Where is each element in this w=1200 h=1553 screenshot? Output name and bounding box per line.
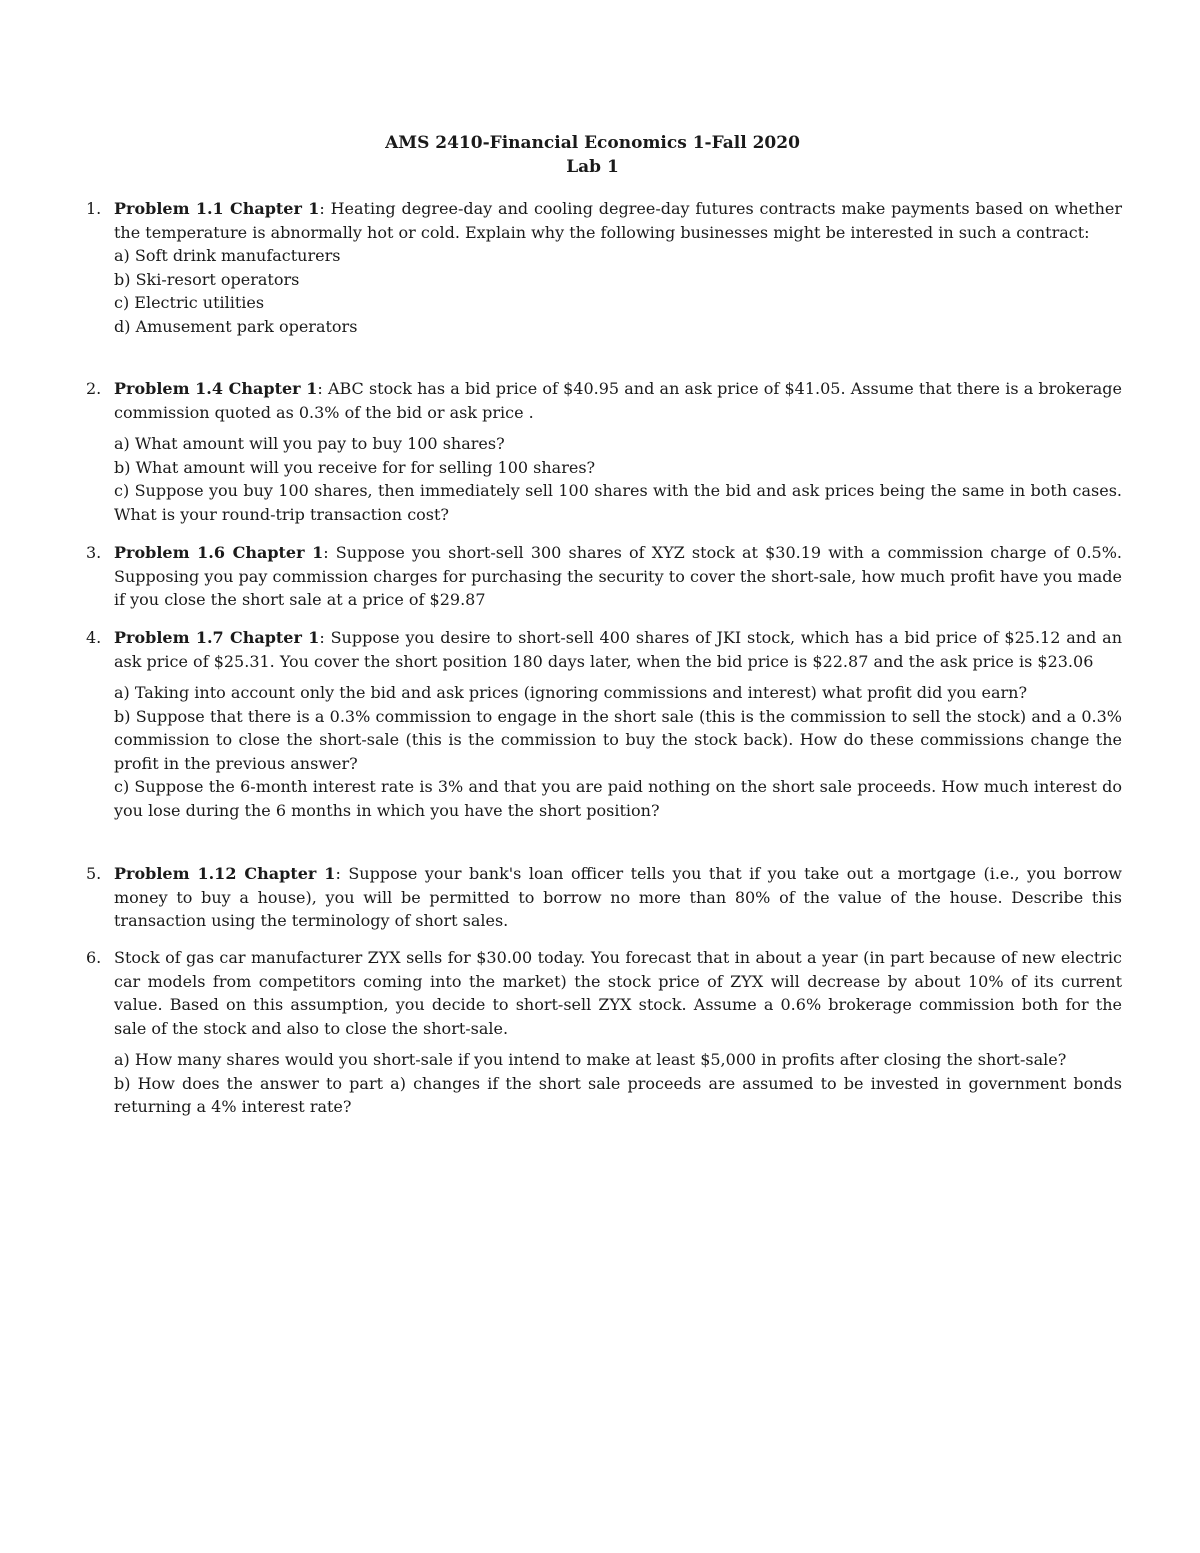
- problem-statement: [114, 541, 1122, 612]
- problem-text: : Suppose you desire to short-sell 400 shares of JKI stock, which has a bid price of $25.12 and an ask price of $25.31. You cover the short position 180 days later, when the bid price is $22.87 and the ask price is $23.06: [114, 628, 1123, 671]
- problem-part: a) Taking into account only the bid and ask prices (ignoring commissions and interest) what profit did you earn?: [114, 683, 1028, 702]
- problem-heading: Problem 1.1 Chapter 1: [114, 199, 320, 218]
- problem-item: [86, 862, 1122, 933]
- problem-heading: Problem 1.7 Chapter 1: [114, 628, 320, 647]
- problem-part: b) Ski-resort operators: [114, 269, 300, 289]
- problem-number: 2.: [86, 379, 102, 398]
- problem-text: : Suppose your bank's loan officer tells you that if you take out a mortgage (i.e., you borrow money to buy a house), you will be permitted to borrow no more than 80% of the value of the house. Describe this transaction using the terminology of short sales.: [114, 864, 1123, 930]
- problem-number: 1.: [86, 199, 102, 218]
- problem-item: [86, 541, 1122, 612]
- problem-item: [86, 377, 1122, 526]
- problem-statement: [114, 197, 1122, 244]
- problem-part: c) Suppose you buy 100 shares, then immediately sell 100 shares with the bid and ask prices being the same in both cases. What is your round-trip transaction cost?: [114, 481, 1122, 524]
- problem-part: d) Amusement park operators: [114, 316, 358, 336]
- problem-part: b) How does the answer to part a) changes if the short sale proceeds are assumed to be invested in government bonds returning a 4% interest rate?: [114, 1073, 1122, 1116]
- problem-number: 5.: [86, 864, 102, 883]
- problem-item: [86, 626, 1122, 822]
- problem-text: : Suppose you short-sell 300 shares of XYZ stock at $30.19 with a commission charge of 0.5%. Supposing you pay commission charges for purchasing the security to cover the short-sale, how much profit have you made if you close the short sale at a price of $29.87: [114, 543, 1123, 609]
- problem-statement: [114, 626, 1122, 673]
- problem-part: c) Electric utilities: [114, 293, 265, 312]
- problem-part: b) What amount will you receive for for selling 100 shares?: [114, 457, 596, 477]
- problem-heading: Problem 1.4 Chapter 1: [114, 379, 318, 398]
- problem-text: : Heating degree-day and cooling degree-day futures contracts make payments based on whether the temperature is abnormally hot or cold. Explain why the following businesses might be interested in such a contract:: [114, 199, 1123, 242]
- page-subtitle: Lab 1: [566, 157, 619, 177]
- problem-part: a) What amount will you pay to buy 100 shares?: [114, 434, 505, 453]
- page-title: AMS 2410-Financial Economics 1-Fall 2020: [385, 133, 800, 153]
- problem-statement: [114, 862, 1122, 933]
- document-header: [0, 131, 1185, 179]
- problem-statement: [114, 946, 1122, 1040]
- problem-text: : ABC stock has a bid price of $40.95 and an ask price of $41.05. Assume that there is a brokerage commission quoted as 0.3% of the bid or ask price .: [114, 379, 1122, 422]
- problem-item: [86, 197, 1122, 338]
- problem-heading: Problem 1.6 Chapter 1: [114, 543, 324, 562]
- problem-text: Stock of gas car manufacturer ZYX sells for $30.00 today. You forecast that in about a year (in part because of new electric car models from competitors coming into the market) the stock price of ZYX will decrease by about 10% of its current value. Based on this assumption, you decide to short-sell ZYX stock. Assume a 0.6% brokerage commission both for the sale of the stock and also to close the short-sale.: [114, 948, 1122, 1038]
- problem-number: 4.: [86, 628, 102, 647]
- problem-part: b) Suppose that there is a 0.3% commission to engage in the short sale (this is the commission to sell the stock) and a 0.3% commission to close the short-sale (this is the commission to buy the stock back). How do these commissions change the profit in the previous answer?: [114, 706, 1122, 773]
- problem-item: [86, 946, 1122, 1119]
- problem-part: a) Soft drink manufacturers: [114, 246, 341, 265]
- problem-part: a) How many shares would you short-sale if you intend to make at least $5,000 in profits after closing the short-sale?: [114, 1050, 1067, 1069]
- problem-heading: Problem 1.12 Chapter 1: [114, 864, 336, 883]
- problem-part: c) Suppose the 6-month interest rate is 3% and that you are paid nothing on the short sale proceeds. How much interest do you lose during the 6 months in which you have the short position?: [114, 777, 1122, 820]
- problem-statement: [114, 377, 1122, 424]
- problem-number: 3.: [86, 543, 102, 562]
- problem-number: 6.: [86, 948, 102, 967]
